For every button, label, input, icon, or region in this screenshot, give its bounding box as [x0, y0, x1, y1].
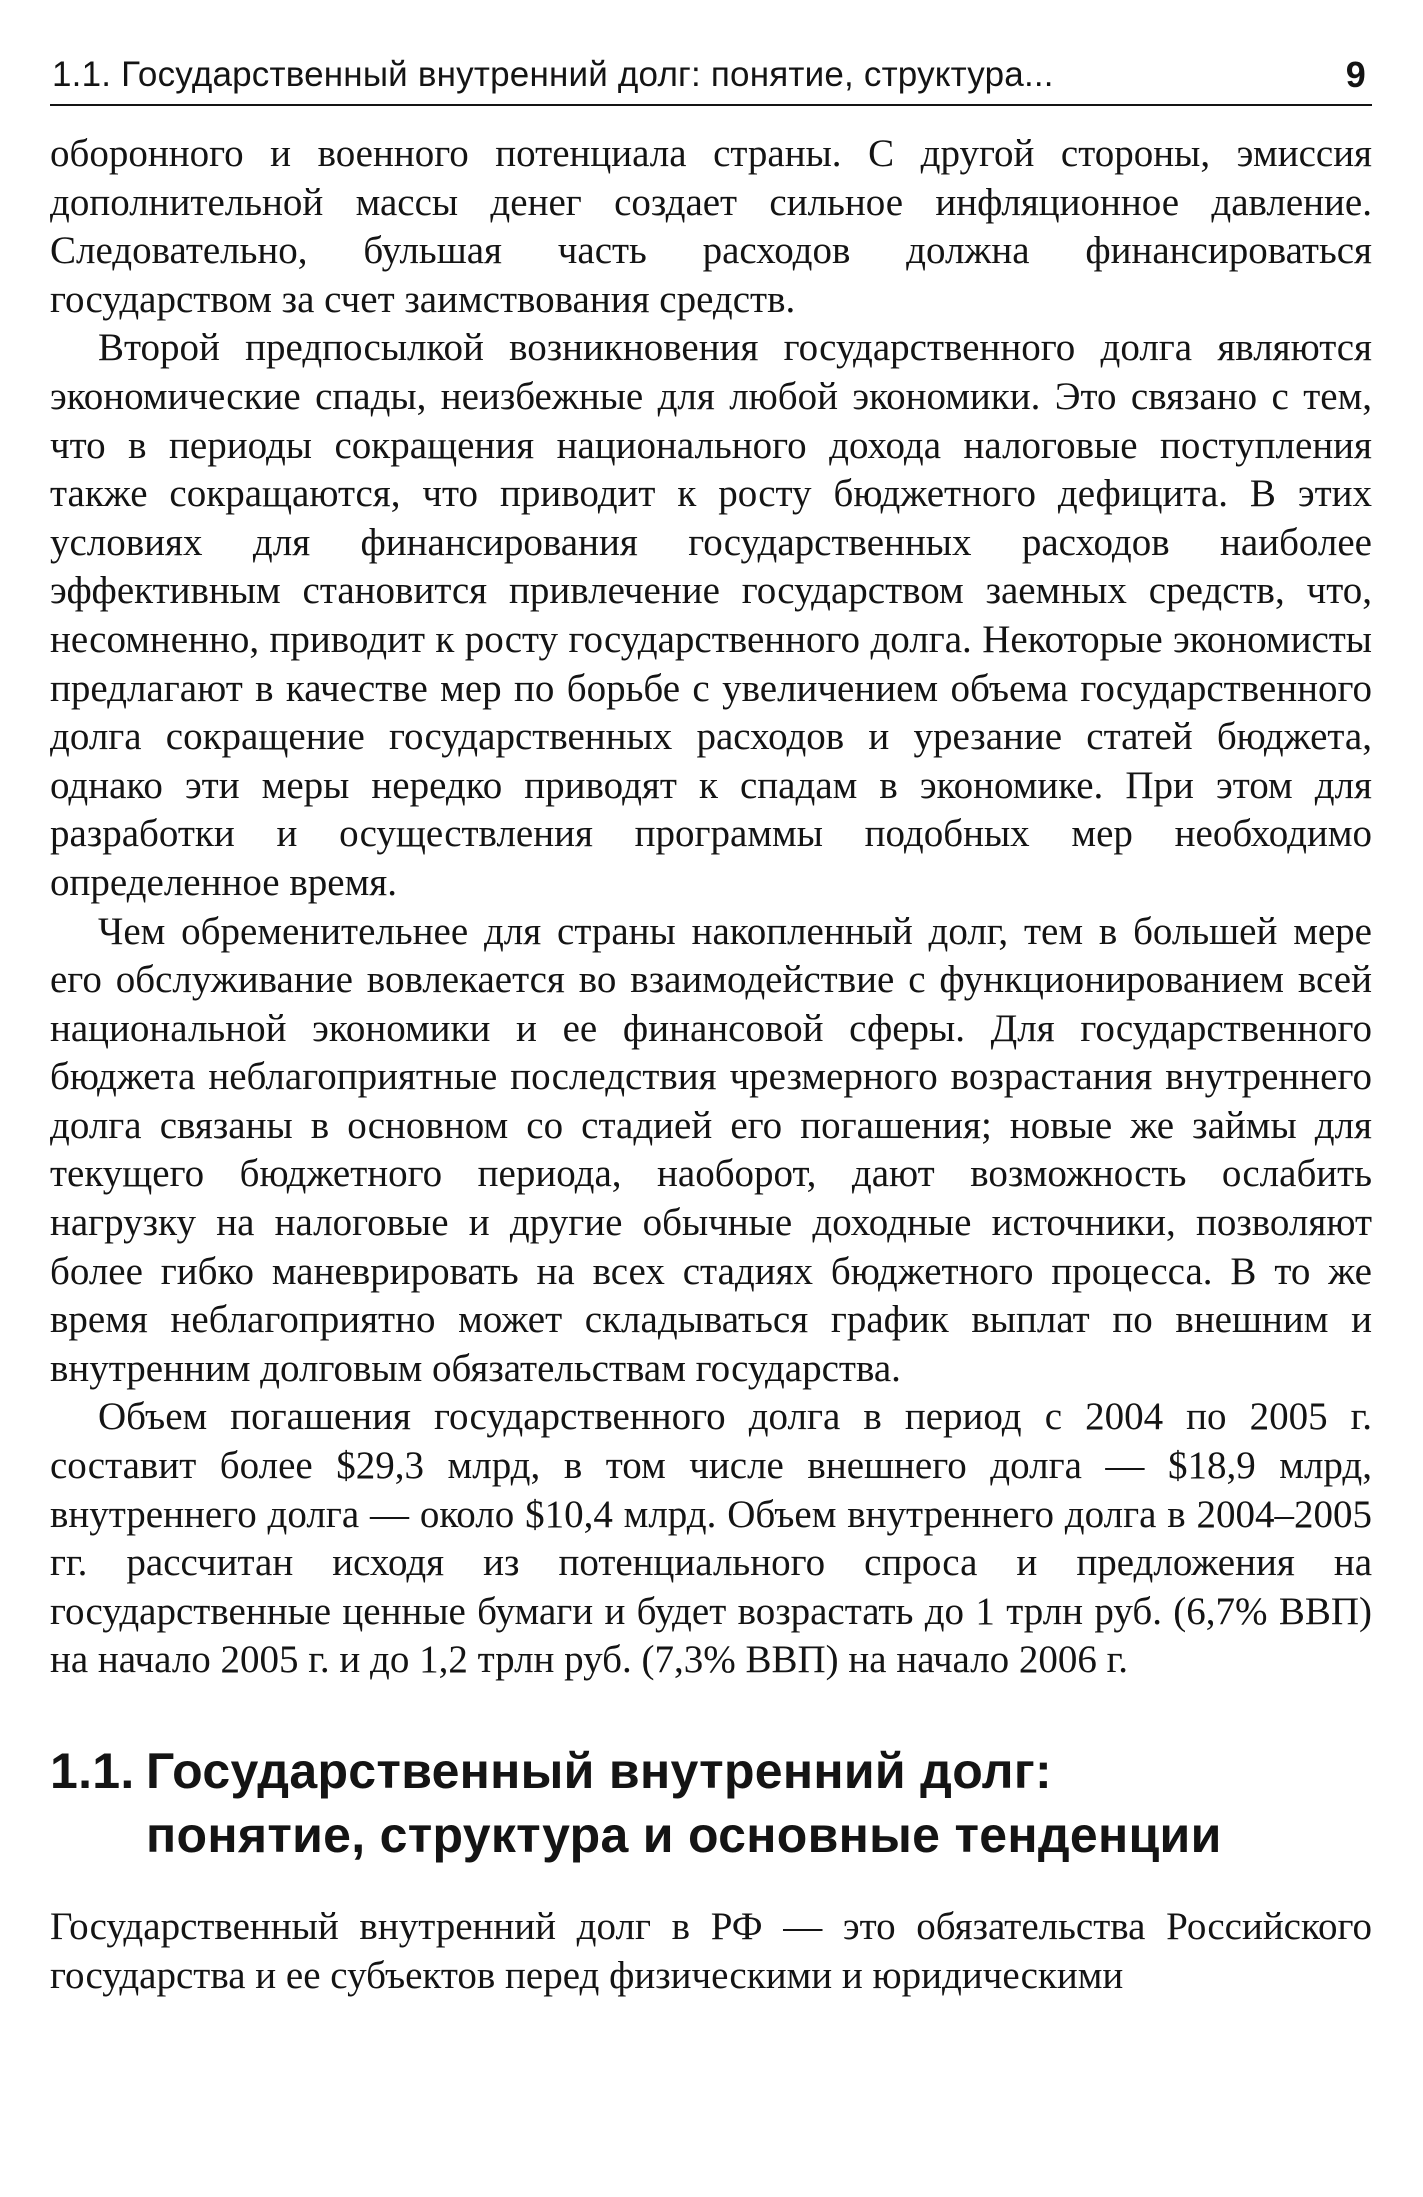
running-title: 1.1. Государственный внутренний долг: понятие, структура...: [52, 55, 1054, 94]
paragraph-repayment-volume: Объем погашения государственного долга в период с 2004 по 2005 г. составит более $29,3 млрд, в том числе внешнего долга — $18,9 млрд, внутреннего долга — около $10,4 млрд. Объем внутреннего долга в 2004–2005 гг. рассчитан исходя из потенциального спроса и предложения на государственные ценные бумаги и будет возрастать до 1 трлн руб. (6,7% ВВП) на начало 2005 г. и до 1,2 трлн руб. (7,3% ВВП) на начало 2006 г.: [50, 1395, 1372, 1682]
section-number: 1.1.: [50, 1743, 135, 1799]
paragraph-debt-burden: Чем обременительнее для страны накопленный долг, тем в большей мере его обслуживание вовлекается во взаимодействие с функционированием всей национальной экономики и ее финансовой сферы. Для государственного бюджета неблагоприятные последствия чрезмерного возрастания внутреннего долга связаны в основном со стадией его погашения; новые же займы для текущего бюджетного периода, наоборот, дают возможность ослабить нагрузку на налоговые и другие обычные доходные источники, позволяют более гибко маневрировать на всех стадиях бюджетного процесса. В то же время неблагоприятно может складываться график выплат по внешним и внутренним долговым обязательствам государства.: [50, 909, 1372, 1390]
paragraph-continued: оборонного и военного потенциала страны. С другой стороны, эмиссия дополнительной массы денег создает сильное инфляционное давление. Следовательно, бульшая часть расходов должна финансироваться государством за счет заимствования средств.: [50, 132, 1372, 321]
section-title-line-1: Государственный внутренний долг:: [146, 1743, 1052, 1799]
running-header: [50, 52, 1372, 106]
book-page: [50, 52, 1372, 2000]
paragraph-economic-downturns: Второй предпосылкой возникновения государственного долга являются экономические спады, неизбежные для любой экономики. Это связано с тем, что в периоды сокращения национального дохода налоговые поступления также сокращаются, что приводит к росту бюджетного дефицита. В этих условиях для финансирования государственных расходов наиболее эффективным становится привлечение государством заемных средств, что, несомненно, приводит к росту государственного долга. Некоторые экономисты предлагают в качестве мер по борьбе с увеличением объема государственного долга сокращение государственных расходов и урезание статей бюджета, однако эти меры нередко приводят к спадам в экономике. При этом для разработки и осуществления программы подобных мер необходимо определенное время.: [50, 326, 1372, 904]
section-heading: [50, 1739, 1372, 1867]
paragraph-definition: Государственный внутренний долг в РФ — это обязательства Российского государства и ее субъектов перед физическими и юридическими: [50, 1905, 1372, 1997]
page-number: 9: [1345, 54, 1366, 95]
section-title-line-2: понятие, структура и основные тенденции: [146, 1807, 1222, 1863]
